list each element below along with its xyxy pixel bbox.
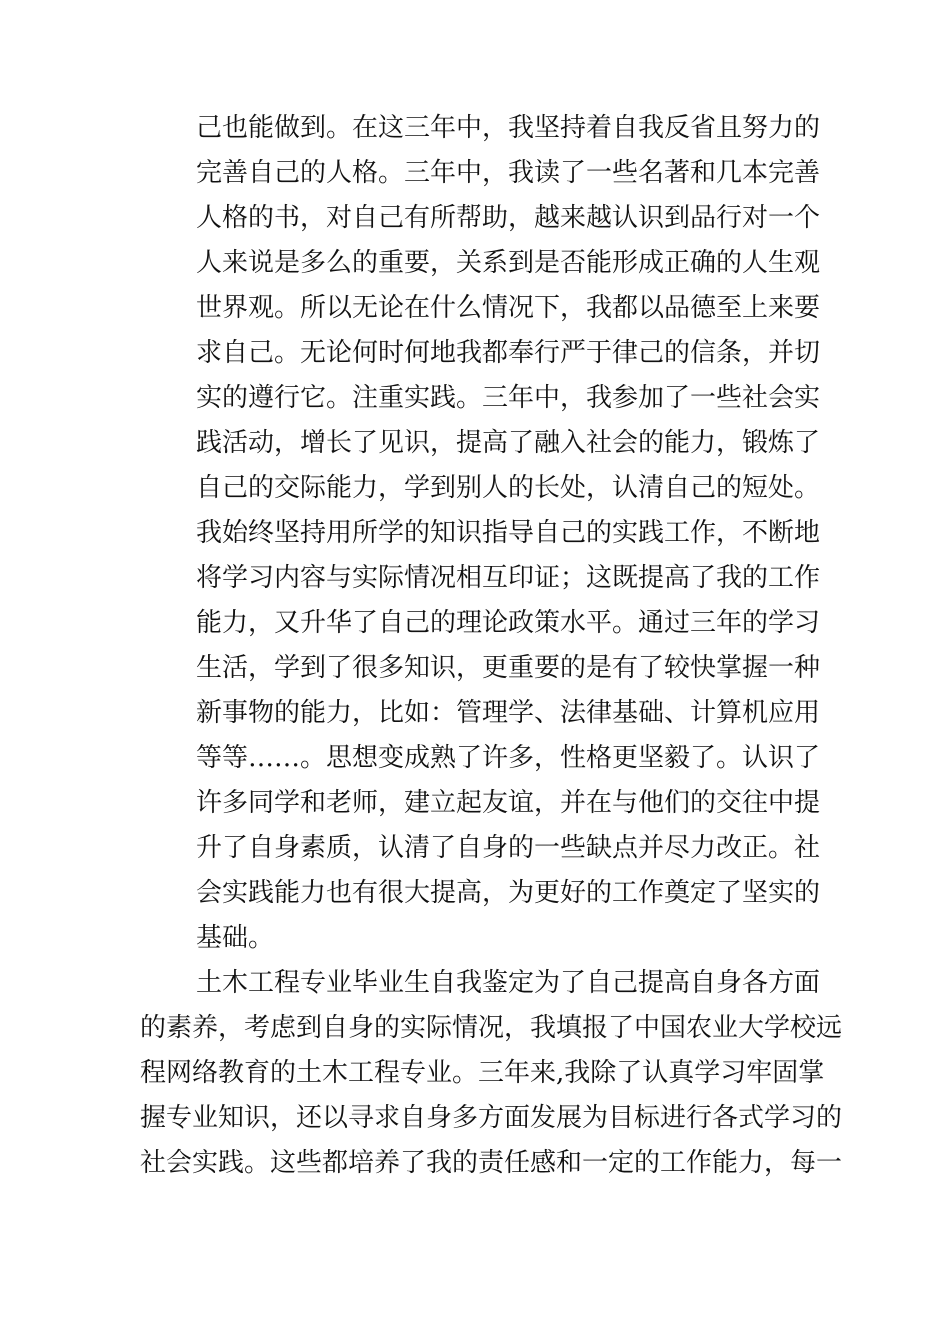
text-line: 等等……。思想变成熟了许多，性格更坚毅了。认识了 (196, 743, 821, 773)
text-line: 自己的交际能力，学到别人的长处，认清自己的短处。 (196, 473, 821, 503)
text-line: 生活，学到了很多知识，更重要的是有了较快掌握一种 (196, 653, 821, 683)
paragraph-first-line: 土木工程专业毕业生自我鉴定为了自己提高自身各方面 (196, 968, 821, 998)
text-line: 己也能做到。在这三年中，我坚持着自我反省且努力的 (196, 113, 821, 143)
text-line: 能力，又升华了自己的理论政策水平。通过三年的学习 (196, 608, 821, 638)
text-line: 人格的书，对自己有所帮助，越来越认识到品行对一个 (196, 203, 821, 233)
text-line: 世界观。所以无论在什么情况下，我都以品德至上来要 (196, 293, 821, 323)
text-line: 会实践能力也有很大提高，为更好的工作奠定了坚实的 (196, 878, 821, 908)
text-line: 新事物的能力，比如：管理学、法律基础、计算机应用 (196, 698, 821, 728)
text-line: 人来说是多么的重要，关系到是否能形成正确的人生观 (196, 248, 821, 278)
text-line: 升了自身素质，认清了自身的一些缺点并尽力改正。社 (196, 833, 821, 863)
text-line: 将学习内容与实际情况相互印证；这既提高了我的工作 (196, 563, 821, 593)
text-line: 践活动，增长了见识，提高了融入社会的能力，锻炼了 (196, 428, 821, 458)
text-line: 实的遵行它。注重实践。三年中，我参加了一些社会实 (196, 383, 821, 413)
text-line: 许多同学和老师，建立起友谊，并在与他们的交往中提 (196, 788, 821, 818)
text-line: 求自己。无论何时何地我都奉行严于律己的信条，并切 (196, 338, 821, 368)
text-line: 握专业知识，还以寻求自身多方面发展为目标进行各式学习的 (140, 1103, 843, 1133)
text-line: 基础。 (196, 923, 275, 953)
text-line: 的素养，考虑到自身的实际情况，我填报了中国农业大学校远 (140, 1013, 843, 1043)
text-line: 社会实践。这些都培养了我的责任感和一定的工作能力，每一 (140, 1148, 843, 1178)
text-line: 完善自己的人格。三年中，我读了一些名著和几本完善 (196, 158, 821, 188)
text-line: 程网络教育的土木工程专业。三年来,我除了认真学习牢固掌 (140, 1058, 825, 1088)
text-line: 我始终坚持用所学的知识指导自己的实践工作，不断地 (196, 518, 821, 548)
